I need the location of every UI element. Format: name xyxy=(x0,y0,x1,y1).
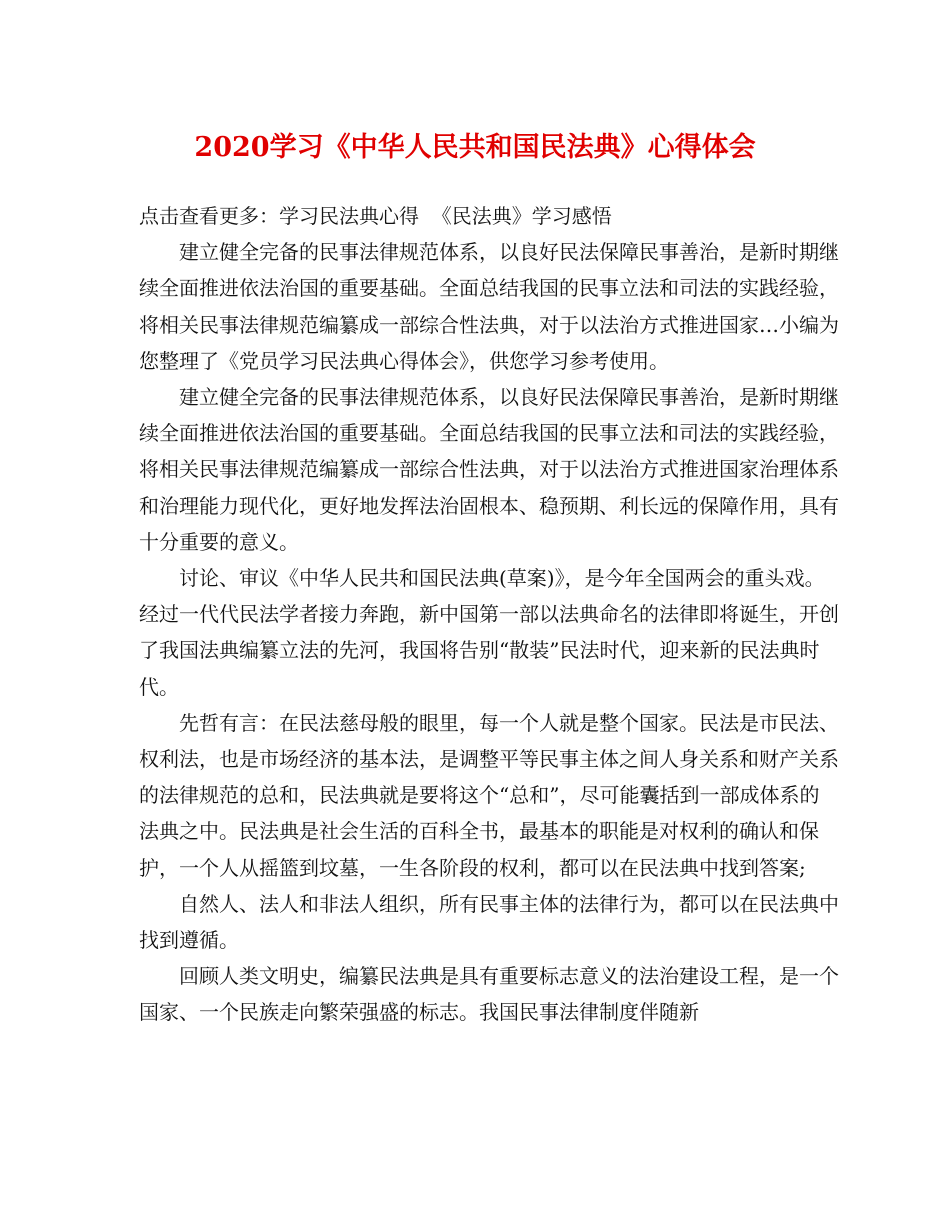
paragraph: 先哲有言：在民法慈母般的眼里，每一个人就是整个国家。民法是市民法、权利法，也是市场经济的基本法，是调整平等民事主体之间人身关系和财产关系的法律规范的总和，民法典就是要将这个“总和”，尽可能囊括到一部成体系的法典之中。民法典是社会生活的百科全书，最基本的职能是对权利的确认和保护，一个人从摇篮到坟墓，一生各阶段的权利，都可以在民法典中找到答案; xyxy=(139,710,839,880)
paragraph: 讨论、审议《中华人民共和国民法典(草案)》，是今年全国两会的重头戏。经过一代代民法学者接力奔跑，新中国第一部以法典命名的法律即将诞生，开创了我国法典编纂立法的先河，我国将告别“散装”民法时代，迎来新的民法典时代。 xyxy=(139,566,839,699)
document-body xyxy=(139,198,839,1031)
paragraph: 回顾人类文明史，编纂民法典是具有重要标志意义的法治建设工程，是一个国家、一个民族走向繁荣强盛的标志。我国民事法律制度伴随新 xyxy=(139,964,839,1025)
link-civil-code-insights[interactable]: 《民法典》学习感悟 xyxy=(431,204,612,228)
document-title: 2020学习《中华人民共和国民法典》心得体会 xyxy=(194,132,756,163)
link-study-civil-code[interactable]: 学习民法典心得 xyxy=(279,204,419,228)
more-links-prefix: 点击查看更多： xyxy=(139,204,279,228)
paragraph: 建立健全完备的民事法律规范体系，以良好民法保障民事善治，是新时期继续全面推进依法治国的重要基础。全面总结我国的民事立法和司法的实践经验，将相关民事法律规范编纂成一部综合性法典，对于以法治方式推进国家治理体系和治理能力现代化，更好地发挥法治固根本、稳预期、利长远的保障作用，具有十分重要的意义。 xyxy=(139,385,839,554)
more-links-line xyxy=(139,198,839,234)
paragraph: 自然人、法人和非法人组织，所有民事主体的法律行为，都可以在民法典中找到遵循。 xyxy=(139,891,839,953)
paragraph: 建立健全完备的民事法律规范体系，以良好民法保障民事善治，是新时期继续全面推进依法治国的重要基础。全面总结我国的民事立法和司法的实践经验，将相关民事法律规范编纂成一部综合性法典，对于以法治方式推进国家…小编为您整理了《党员学习民法典心得体会》，供您学习参考使用。 xyxy=(139,240,839,373)
